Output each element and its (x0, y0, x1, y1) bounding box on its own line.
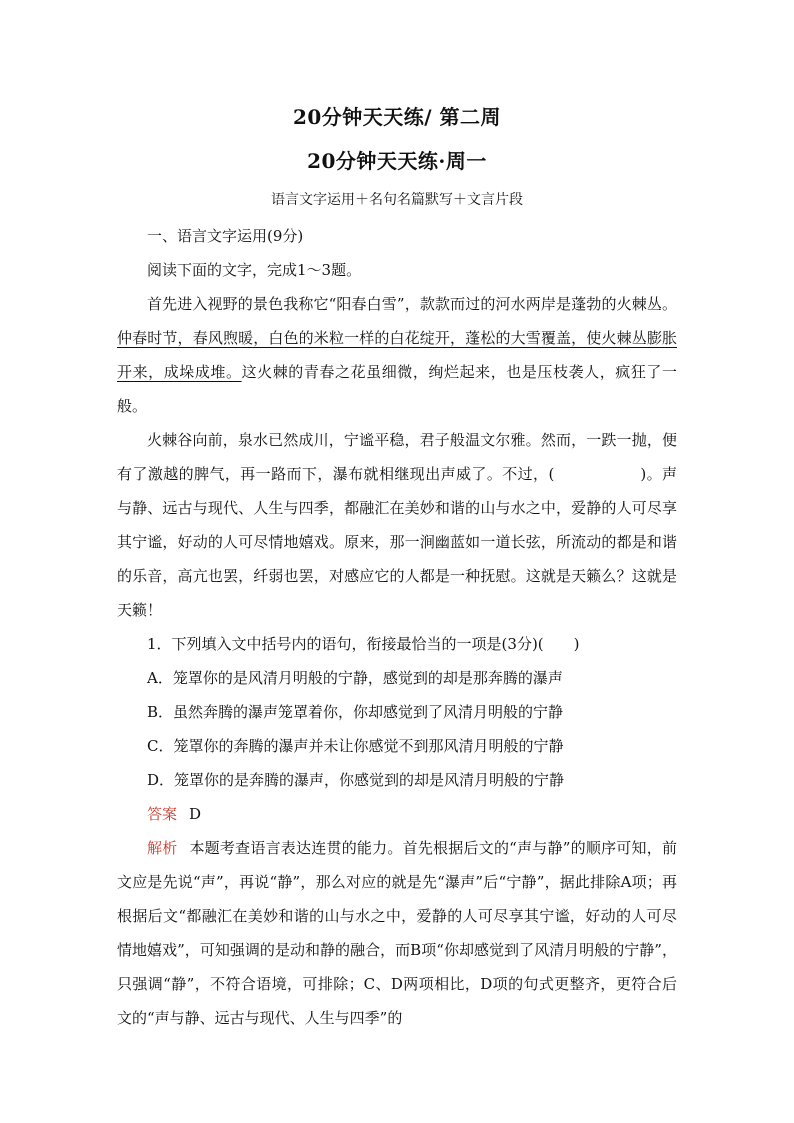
passage-text: 首先进入视野的景色我称它“阳春白雪”，款款而过的河水两岸是蓬勃的火棘丛。 (147, 295, 677, 313)
answer-line (117, 797, 677, 831)
option-b: B．虽然奔腾的瀑声笼罩着你，你却感觉到了风清月明般的宁静 (147, 703, 564, 721)
passage-text: 火棘谷向前，泉水已然成川，宁谧平稳，君子般温文尔雅。然而，一跌一抛，便有了激越的脾气，再一路而下，瀑布就相继现出声威了。不过，( (117, 431, 677, 483)
option-c: C．笼罩你的奔腾的瀑声并未让你感觉不到那风清月明般的宁静 (147, 737, 564, 755)
analysis-text: 本题考查语言表达连贯的能力。首先根据后文的“声与静”的顺序可知，前文应是先说“声”，再说“静”，那么对应的就是先“瀑声”后“宁静”，据此排除A项；再根据后文“都融汇在美妙和谐的山与水之中，爱静的人可尽享其宁谧，好动的人可尽情地嬉戏”，可知强调的是动和静的融合，而B项“你却感觉到了风清月明般的宁静”，只强调“静”，不符合语境，可排除；C、D两项相比，D项的句式更整齐，更符合后文的“声与静、远古与现代、人生与四季”的 (117, 839, 677, 1027)
section-heading: 一、语言文字运用(9分) (147, 227, 304, 245)
option-a: A．笼罩你的是风清月明般的宁静，感觉到的却是那奔腾的瀑声 (147, 669, 563, 687)
topic-line: 语言文字运用＋名句名篇默写＋文言片段 (271, 192, 523, 208)
analysis-paragraph (117, 831, 677, 1035)
passage-paragraph-2 (117, 423, 677, 627)
analysis-label: 解析 (147, 839, 178, 857)
instruction: 阅读下面的文字，完成1～3题。 (147, 261, 362, 279)
passage-paragraph-1 (117, 287, 677, 423)
underlined-sentence: 仲春时节，春风煦暖，白色的米粒一样的白花绽开，蓬松的大雪覆盖，使火棘丛膨胀开来，成垛成堆。 (117, 329, 677, 381)
passage-text: 这火棘的青春之花虽细微，绚烂起来，也是压枝袭人，疯狂了一般。 (117, 363, 677, 415)
question-stem: 1．下列填入文中括号内的语句，衔接最恰当的一项是(3分)( ) (147, 635, 580, 653)
option-d: D．笼罩你的是奔腾的瀑声，你感觉到的却是风清月明般的宁静 (147, 771, 565, 789)
passage-text: )。声与静、远古与现代、人生与四季，都融汇在美妙和谐的山与水之中，爱静的人可尽享其宁谧，好动的人可尽情地嬉戏。原来，那一涧幽蓝如一道长弦，所流动的都是和谐的乐音，高亢也罢，纤弱也罢，对感应它的人都是一种抚慰。这就是天籁么？这就是天籁！ (117, 465, 677, 619)
answer-label: 答案 (147, 805, 178, 823)
answer-value: D (189, 805, 202, 823)
document-body (117, 219, 677, 1035)
page-subtitle: 20分钟天天练·周一 (307, 149, 487, 173)
page-title: 20分钟天天练/ 第二周 (292, 105, 502, 129)
